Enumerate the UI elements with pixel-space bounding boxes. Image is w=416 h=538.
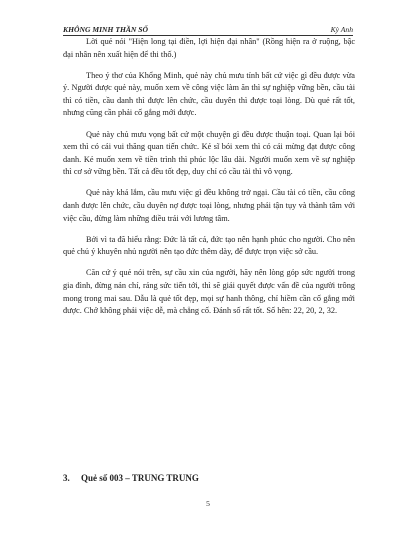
paragraph: Theo ý thơ của Khổng Minh, quẻ này chủ mưu tính bất cứ việc gì đều được vừa ý. Người được quẻ này, muốn xem về công việc làm ăn thì sự nghiệp vững bền, cầu tài thì có tiền, cầu danh thì được lên chức, cầu duyên thì được toại lòng. Dù quẻ rất tốt, nhưng cũng cần phải cố gắng mới được. [63, 70, 355, 118]
paragraph: Lời quẻ nói "Hiện long tại điền, lợi hiện đại nhân" (Rồng hiện ra ở ruộng, bậc đại nhân nên xuất hiện để thi thố.) [63, 37, 355, 59]
running-header [63, 25, 353, 36]
header-book-title: KHÔNG MINH THẦN SỐ [63, 25, 149, 34]
paragraph: Căn cứ ý quẻ nói trên, sự cầu xin của người, hãy nên lòng góp sức người trong gia đình, đừng nản chí, ráng sức tiến tới, thì sẽ giải quyết được vấn đề của người trông mong trong mai sau. Dẫu là quẻ tốt đẹp, mọi sự hanh thông, chỉ hiềm cần cố gắng mới được. Chớ không phải việc dễ, mà chẳng cố. Đánh số rất tốt. Số hên: 22, 20, 2, 32. [63, 268, 355, 316]
section-title: Quẻ số 003 – TRUNG TRUNG [81, 473, 199, 483]
header-author: Kỳ Anh [330, 25, 353, 34]
body-text [63, 36, 355, 326]
section-heading [63, 473, 199, 483]
paragraph: Bởi vì ta đã hiểu rằng: Đức là tất cả, đức tạo nên hạnh phúc cho người. Cho nên quẻ chủ ý khuyên nhủ người nên tạo đức thêm dày, để được trọn việc sở cầu. [63, 234, 355, 257]
section-number: 3. [63, 473, 70, 483]
page-number: 5 [206, 499, 210, 508]
paragraph: Quẻ này khá lắm, cầu mưu việc gì đều không trở ngại. Cầu tài có tiền, cầu công danh được lên chức, cầu duyên nợ được toại lòng, nhưng phải tận tụy và thành tâm với việc cầu, đừng làm những điều trái với lương tâm. [63, 188, 355, 223]
paragraph: Quẻ này chủ mưu vọng bất cứ một chuyện gì đều được thuận toại. Quan lại bói xem thì có cái vui thăng quan tiến chức. Kẻ sĩ bói xem thì có cái mừng đạt được công danh. Kẻ muốn xem về tiền trình thì phúc lộc lâu dài. Người muốn xem về sự nghiệp thì cơ sở vững bền. Tất cả đều tốt đẹp, duy chỉ có cầu tài thì vô vọng. [63, 129, 355, 177]
